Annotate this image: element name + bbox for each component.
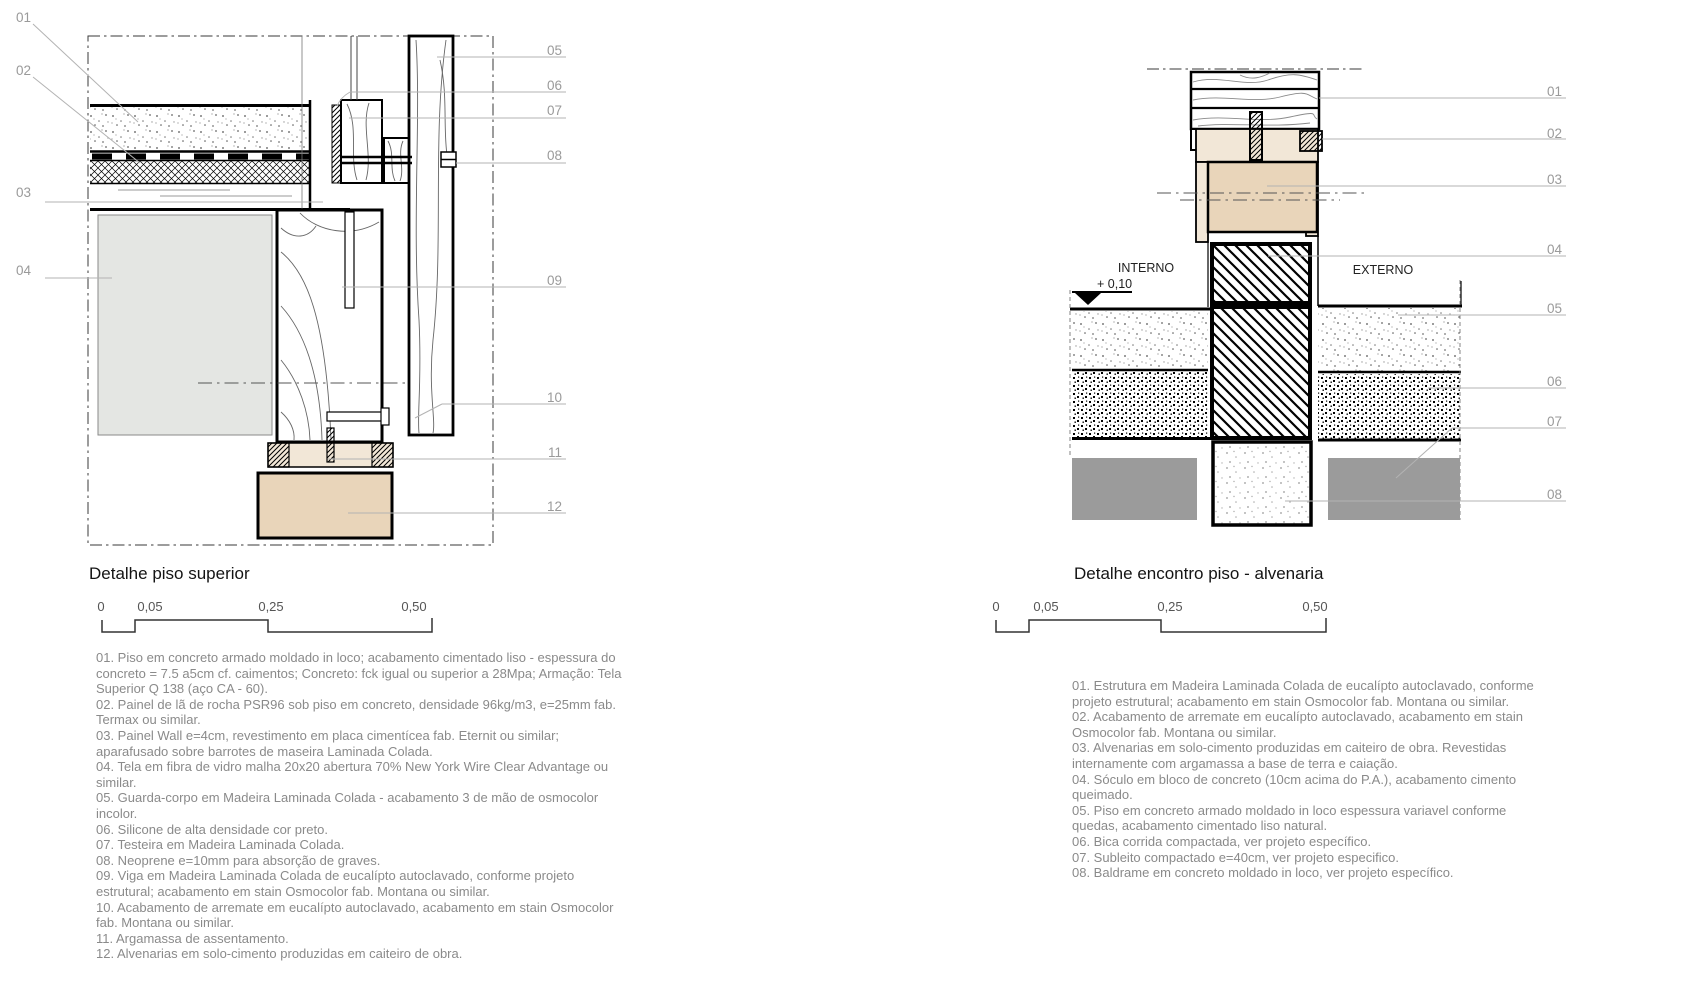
right-detail-drawing — [992, 69, 1566, 632]
callout-04: 04 — [1546, 242, 1562, 257]
scale-label: 0 — [992, 599, 1000, 614]
callout-02: 02 — [1546, 126, 1562, 141]
callout-06: 06 — [1546, 374, 1562, 389]
legend-item: 07. Testeira em Madeira Laminada Colada. — [96, 837, 345, 853]
waterproofing-band — [90, 157, 310, 161]
level-marker — [1072, 292, 1132, 305]
legend-item: 08. Neoprene e=10mm para absorção de graves. — [96, 852, 381, 868]
callout-05: 05 — [1546, 301, 1562, 316]
dowel — [1250, 112, 1262, 160]
guardrail-post — [409, 36, 453, 435]
scale-label: 0,50 — [401, 599, 427, 614]
legend-item: 03. Alvenarias em solo-cimento produzidas em caiteiro de obra. Revestidas internamente com argamassa a base de terra e caiação. — [1072, 740, 1507, 771]
left-detail-drawing — [16, 10, 566, 632]
externo-floor-layers — [1318, 308, 1461, 440]
callout-01: 01 — [1546, 84, 1562, 99]
silicone-strip — [332, 105, 341, 183]
callout-11: 11 — [547, 445, 562, 460]
mesh-panel — [98, 215, 272, 435]
legend-item: 01. Estrutura em Madeira Laminada Colada de eucalípto autoclavado, conforme projeto estrutural; acabamento em stain Osmocolor fab. Montana ou similar. — [1072, 678, 1534, 709]
scale-label: 0,05 — [137, 599, 163, 614]
legend-item: 05. Guarda-corpo em Madeira Laminada Colada - acabamento 3 de mão de osmocolor incolor. — [96, 790, 599, 821]
masonry-block — [258, 473, 392, 538]
callout-08: 08 — [1546, 487, 1562, 502]
finish-piece — [1300, 131, 1322, 151]
legend-item: 03. Painel Wall e=4cm, revestimento em placa cimentícea fab. Eternit ou similar; aparafusado sobre barrotes de maseira Laminada Colada. — [96, 727, 560, 759]
rock-wool-layer — [90, 161, 310, 184]
callout-07: 07 — [1546, 414, 1562, 429]
subleito-block — [1072, 458, 1197, 520]
scale-label: 0,25 — [258, 599, 284, 614]
legend-item: 05. Piso em concreto armado moldado in loco espessura variavel conforme quedas, acabamento cimentado liso natural. — [1072, 802, 1507, 834]
right-scale-bar — [992, 599, 1327, 632]
legend-item: 04. Sóculo em bloco de concreto (10cm acima do P.A.), acabamento cimento queimado. — [1072, 771, 1517, 803]
legend-item: 08. Baldrame em concreto moldado in loco, ver projeto específico. — [1072, 865, 1454, 881]
glulam-beam — [277, 210, 382, 442]
callout-08: 08 — [546, 148, 562, 163]
callout-07: 07 — [546, 103, 562, 118]
baldrame — [1213, 442, 1311, 525]
left-detail-title: Detalhe piso superior — [89, 564, 250, 583]
legend-item: 11. Argamassa de assentamento. — [96, 930, 289, 946]
finish-block-wood — [384, 138, 410, 183]
callout-02: 02 — [15, 63, 31, 78]
legend-item: 02. Acabamento de arremate em eucalípto autoclavado, acabamento em stain Osmocolor fab. Montana ou similar. — [1072, 709, 1523, 740]
scale-label: 0,50 — [1302, 599, 1328, 614]
legend-item: 06. Bica corrida compactada, ver projeto específico. — [1072, 833, 1372, 849]
testeira-wood — [341, 100, 382, 183]
level-label: + 0,10 — [1097, 277, 1133, 291]
vertical-bolt — [345, 212, 354, 308]
legend-item: 04. Tela em fibra de vidro malha 20x20 abertura 70% New York Wire Clear Advantage ou similar. — [96, 759, 609, 790]
legend-item: 01. Piso em concreto armado moldado in loco; acabamento cimentado liso - espessura do concreto = 7.5 a5cm cf. caimentos; Concreto: fck igual ou superior a 28Mpa; Armação: Tela Superior Q 138 (aço CA - 60). — [96, 650, 622, 697]
externo-label: EXTERNO — [1352, 263, 1414, 277]
callout-09: 09 — [546, 273, 562, 288]
callout-01: 01 — [15, 10, 31, 25]
callout-03: 03 — [1546, 172, 1562, 187]
subleito-block — [1328, 458, 1460, 520]
right-legend — [1072, 678, 1556, 881]
callout-04: 04 — [15, 263, 31, 278]
dowel — [327, 428, 334, 462]
callout-10: 10 — [546, 390, 562, 405]
interno-label: INTERNO — [1117, 261, 1175, 275]
left-legend — [96, 650, 622, 962]
legend-item: 06. Silicone de alta densidade cor preto. — [96, 821, 328, 837]
callout-06: 06 — [546, 78, 562, 93]
right-detail-title: Detalhe encontro piso - alvenaria — [1074, 564, 1324, 583]
legend-item: 02. Painel de lã de rocha PSR96 sob piso em concreto, densidade 96kg/m3, e=25mm fab. Termax ou similar. — [96, 696, 616, 728]
interno-floor-layers — [1072, 311, 1212, 439]
legend-item: 12. Alvenarias em solo-cimento produzidas em caiteiro de obra. — [96, 946, 463, 962]
left-scale-bar — [97, 599, 432, 632]
soculo-lower — [1212, 307, 1310, 438]
scale-label: 0,05 — [1033, 599, 1059, 614]
scale-label: 0 — [97, 599, 105, 614]
callout-12: 12 — [546, 499, 562, 514]
callout-03: 03 — [15, 185, 31, 200]
masonry-block — [1208, 162, 1317, 232]
concrete-slab — [90, 105, 310, 152]
callout-05: 05 — [546, 43, 562, 58]
legend-item: 09. Viga em Madeira Laminada Colada de eucalípto autoclavado, conforme projeto estrutural; acabamento em stain Osmocolor fab. Montana ou similar. — [96, 868, 575, 899]
scale-label: 0,25 — [1157, 599, 1183, 614]
soculo-upper — [1212, 244, 1310, 303]
legend-item: 10. Acabamento de arremate em eucalípto autoclavado, acabamento em stain Osmocolor fab. Montana ou similar. — [96, 899, 614, 931]
legend-item: 07. Subleito compactado e=40cm, ver projeto especifico. — [1072, 849, 1399, 865]
